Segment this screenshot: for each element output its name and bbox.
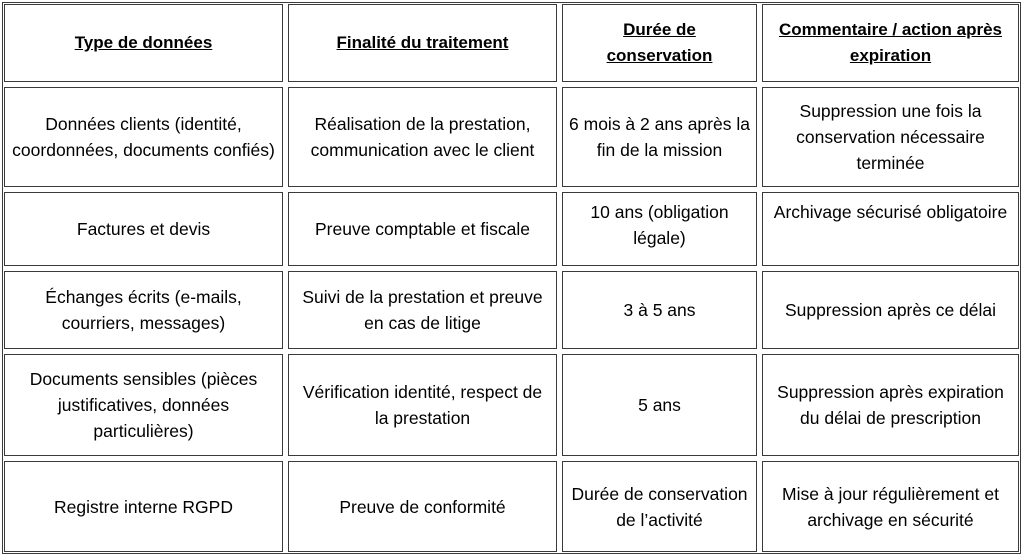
- header-comment-action: Commentaire / action après expiration: [762, 4, 1019, 82]
- table-cell: Preuve comptable et fiscale: [288, 192, 557, 266]
- table-cell: 6 mois à 2 ans après la fin de la mission: [562, 87, 757, 187]
- header-purpose: Finalité du traitement: [288, 4, 557, 82]
- table-grid: [4, 4, 1019, 552]
- table-cell: Suivi de la prestation et preuve en cas de litige: [288, 271, 557, 349]
- table-cell: 5 ans: [562, 354, 757, 456]
- table-cell: Factures et devis: [4, 192, 283, 266]
- table-cell: Suppression après ce délai: [762, 271, 1019, 349]
- table-cell: Durée de conservation de l’activité: [562, 461, 757, 552]
- table-cell: Registre interne RGPD: [4, 461, 283, 552]
- table-cell: Suppression une fois la conservation nécessaire terminée: [762, 87, 1019, 187]
- header-data-type: Type de données: [4, 4, 283, 82]
- table-cell: Données clients (identité, coordonnées, documents confiés): [4, 87, 283, 187]
- table-cell: 3 à 5 ans: [562, 271, 757, 349]
- table-cell: Documents sensibles (pièces justificatives, données particulières): [4, 354, 283, 456]
- table-cell: 10 ans (obligation légale): [562, 192, 757, 266]
- table-cell: Suppression après expiration du délai de prescription: [762, 354, 1019, 456]
- table-cell: Échanges écrits (e-mails, courriers, messages): [4, 271, 283, 349]
- header-retention-period: Durée de conservation: [562, 4, 757, 82]
- data-retention-table: [2, 2, 1021, 554]
- table-cell: Vérification identité, respect de la prestation: [288, 354, 557, 456]
- table-cell: Archivage sécurisé obligatoire: [762, 192, 1019, 266]
- table-cell: Mise à jour régulièrement et archivage en sécurité: [762, 461, 1019, 552]
- table-cell: Preuve de conformité: [288, 461, 557, 552]
- table-cell: Réalisation de la prestation, communication avec le client: [288, 87, 557, 187]
